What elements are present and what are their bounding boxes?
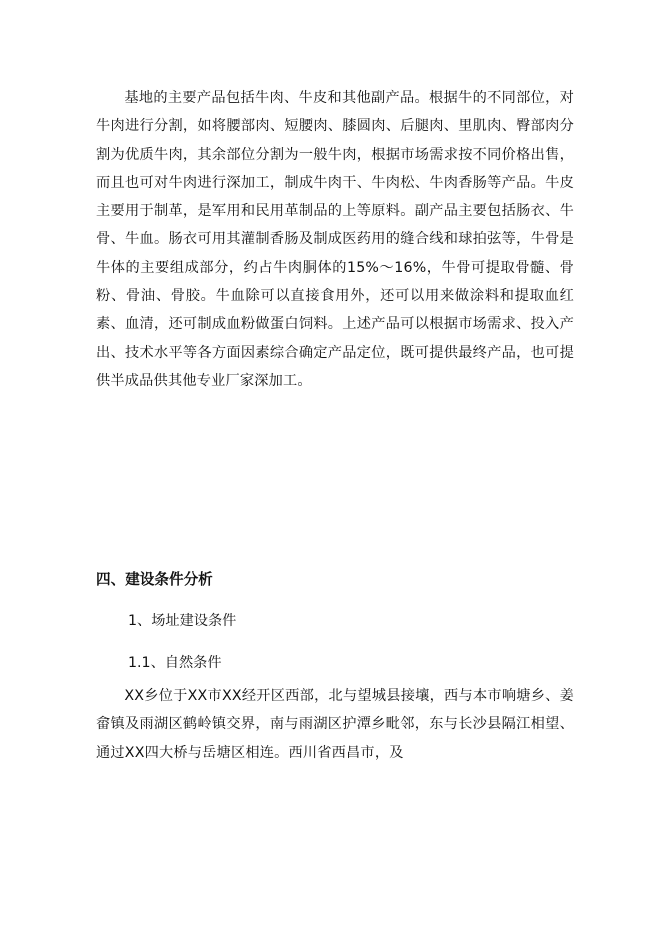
body-paragraph-location: XX乡位于XX市XX经开区西部，北与望城县接壤，西与本市响塘乡、姜畲镇及雨湖区鹤岭镇交界，南与雨湖区护潭乡毗邻，东与长沙县隔江相望、通过XX四大桥与岳塘区相连。西川省西昌市，及 [96,688,574,761]
subheading-natural-conditions: 1.1、自然条件 [128,655,222,671]
body-paragraph-products: 基地的主要产品包括牛肉、牛皮和其他副产品。根据牛的不同部位，对牛肉进行分割，如将腰部肉、短腰肉、膝圆肉、后腿肉、里肌肉、臀部肉分割为优质牛肉，其余部位分割为一般牛肉，根据市场需求按不同价格出售，而且也可对牛肉进行深加工，制成牛肉干、牛肉松、牛肉香肠等产品。牛皮主要用于制革，是军用和民用革制品的上等原料。副产品主要包括肠衣、牛骨、牛血。肠衣可用其灌制香肠及制成医药用的缝合线和球拍弦等，牛骨是牛体的主要组成部分，约占牛肉胴体的15%～16%，牛骨可提取骨髓、骨粉、骨油、骨胶。牛血除可以直接食用外，还可以用来做涂料和提取血红素、血清，还可制成血粉做蛋白饲料。上述产品可以根据市场需求、投入产出、技术水平等各方面因素综合确定产品定位，既可提供最终产品，也可提供半成品供其他专业厂家深加工。 [96,90,574,389]
section-heading: 四、建设条件分析 [96,571,213,588]
subheading-site-conditions: 1、场址建设条件 [128,613,237,629]
